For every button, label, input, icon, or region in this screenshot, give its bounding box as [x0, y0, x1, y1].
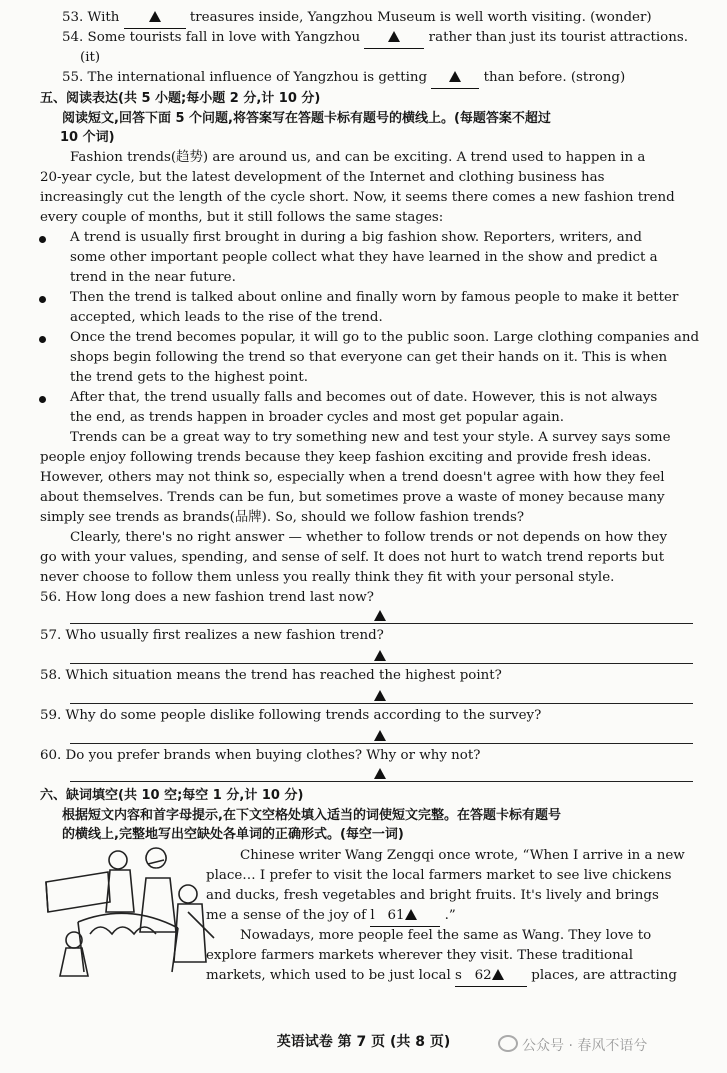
section-5-heading: 五、阅读表达(共 5 小题;每小题 2 分,计 10 分) [40, 91, 321, 106]
bullet-text: After that, the trend usually falls and becomes out of date. However, this is not always [70, 390, 658, 405]
passage-line: people enjoy following trends because they keep fashion exciting and provide fresh ideas. [40, 450, 652, 465]
bullet-text: accepted, which leads to the rise of the trend. [70, 310, 383, 325]
passage-line: Trends can be a great way to try something new and test your style. A survey says some [70, 430, 671, 445]
cloze-line-61: me a sense of the joy of l 61 .” [206, 906, 693, 927]
passage-line: Clearly, there's no right answer — whether to follow trends or not depends on how they [70, 530, 668, 545]
blank-marker-icon [374, 610, 386, 621]
section-5-instruction-cont: 10 个词) [60, 130, 115, 145]
question-55: 55. The international influence of Yangzhou is getting than before. (strong) [62, 68, 693, 89]
question-54-hint: (it) [80, 50, 101, 65]
passage-line: go with your values, spending, and sense of self. It does not hurt to watch trend reports but [40, 550, 665, 565]
blank-marker-icon [149, 11, 161, 22]
bullet-text: some other important people collect what they have learned in the show and predict a [70, 250, 658, 265]
question-59: 59. Why do some people dislike following trends according to the survey? [40, 708, 542, 723]
bullet-text: shops begin following the trend so that everyone can get their hands on it. This is when [70, 350, 668, 365]
bullet-icon [39, 336, 46, 343]
blank-marker-icon [449, 71, 461, 82]
bullet-text: Once the trend becomes popular, it will go to the public soon. Large clothing companies and [70, 330, 700, 345]
blank-marker-icon [374, 768, 386, 779]
passage-line: never choose to follow them unless you really think they fit with your personal style. [40, 570, 615, 585]
cloze-line: explore farmers markets wherever they visit. These traditional [206, 948, 633, 963]
watermark: 公众号 · 春风不语兮 [498, 1035, 647, 1056]
blank-marker-icon [492, 969, 504, 980]
section-5-instruction: 阅读短文,回答下面 5 个问题,将答案写在答题卡标有题号的横线上。(每题答案不超过 [62, 111, 551, 126]
blank-marker-icon [374, 730, 386, 741]
passage-line: However, others may not think so, especially when a trend doesn't agree with how they feel [40, 470, 665, 485]
passage-line: 20-year cycle, but the latest development of the Internet and clothing business has [40, 170, 605, 185]
question-57: 57. Who usually first realizes a new fashion trend? [40, 628, 384, 643]
passage-line: about themselves. Trends can be fun, but sometimes prove a waste of money because many [40, 490, 665, 505]
question-56: 56. How long does a new fashion trend last now? [40, 590, 374, 605]
answer-line-56[interactable] [70, 606, 693, 626]
passage-line: increasingly cut the length of the cycle short. Now, it seems there comes a new fashion trend [40, 190, 675, 205]
blank-marker-icon [388, 31, 400, 42]
cloze-line: Chinese writer Wang Zengqi once wrote, “When I arrive in a new [240, 848, 685, 863]
answer-line-60[interactable] [70, 764, 693, 784]
answer-line-57[interactable] [70, 646, 693, 666]
answer-line-59[interactable] [70, 726, 693, 746]
passage-line: simply see trends as brands(品牌). So, should we follow fashion trends? [40, 510, 525, 525]
bullet-icon [39, 396, 46, 403]
question-53: 53. With treasures inside, Yangzhou Museum is well worth visiting. (wonder) [62, 8, 693, 29]
cloze-line: Nowadays, more people feel the same as Wang. They love to [240, 928, 652, 943]
section-6-heading: 六、缺词填空(共 10 空;每空 1 分,计 10 分) [40, 788, 304, 803]
answer-line-58[interactable] [70, 686, 693, 706]
bullet-text: Then the trend is talked about online and finally worn by famous people to make it better [70, 290, 679, 305]
question-58: 58. Which situation means the trend has reached the highest point? [40, 668, 502, 683]
bullet-icon [39, 296, 46, 303]
question-60: 60. Do you prefer brands when buying clothes? Why or why not? [40, 748, 481, 763]
bullet-text: the trend gets to the highest point. [70, 370, 308, 385]
passage-line: every couple of months, but it still follows the same stages: [40, 210, 444, 225]
blank-62[interactable]: s 62 [455, 966, 527, 987]
bullet-text: A trend is usually first brought in during a big fashion show. Reporters, writers, and [70, 230, 642, 245]
cloze-line-62: markets, which used to be just local s 62 places, are attracting [206, 966, 693, 987]
cloze-line: place… I prefer to visit the local farmers market to see live chickens [206, 868, 672, 883]
blank-marker-icon [405, 909, 417, 920]
blank-marker-icon [374, 650, 386, 661]
cloze-line: and ducks, fresh vegetables and bright fruits. It's lively and brings [206, 888, 659, 903]
question-54: 54. Some tourists fall in love with Yangzhou rather than just its tourist attractions. [62, 28, 693, 49]
bullet-text: the end, as trends happen in broader cycles and most get popular again. [70, 410, 565, 425]
blank-marker-icon [374, 690, 386, 701]
blank-61[interactable]: l 61 [370, 906, 440, 927]
wechat-icon [498, 1035, 518, 1052]
section-6-instruction-cont: 的横线上,完整地写出空缺处各单词的正确形式。(每空一词) [62, 827, 404, 842]
bullet-text: trend in the near future. [70, 270, 236, 285]
passage-line: Fashion trends(趋势) are around us, and can be exciting. A trend used to happen in a [70, 150, 646, 165]
bullet-icon [39, 236, 46, 243]
page-footer: 英语试卷 第 7 页 (共 8 页) [276, 1034, 451, 1050]
farmers-market-illustration [38, 842, 230, 977]
section-6-instruction: 根据短文内容和首字母提示,在下文空格处填入适当的词使短文完整。在答题卡标有题号 [62, 808, 561, 823]
